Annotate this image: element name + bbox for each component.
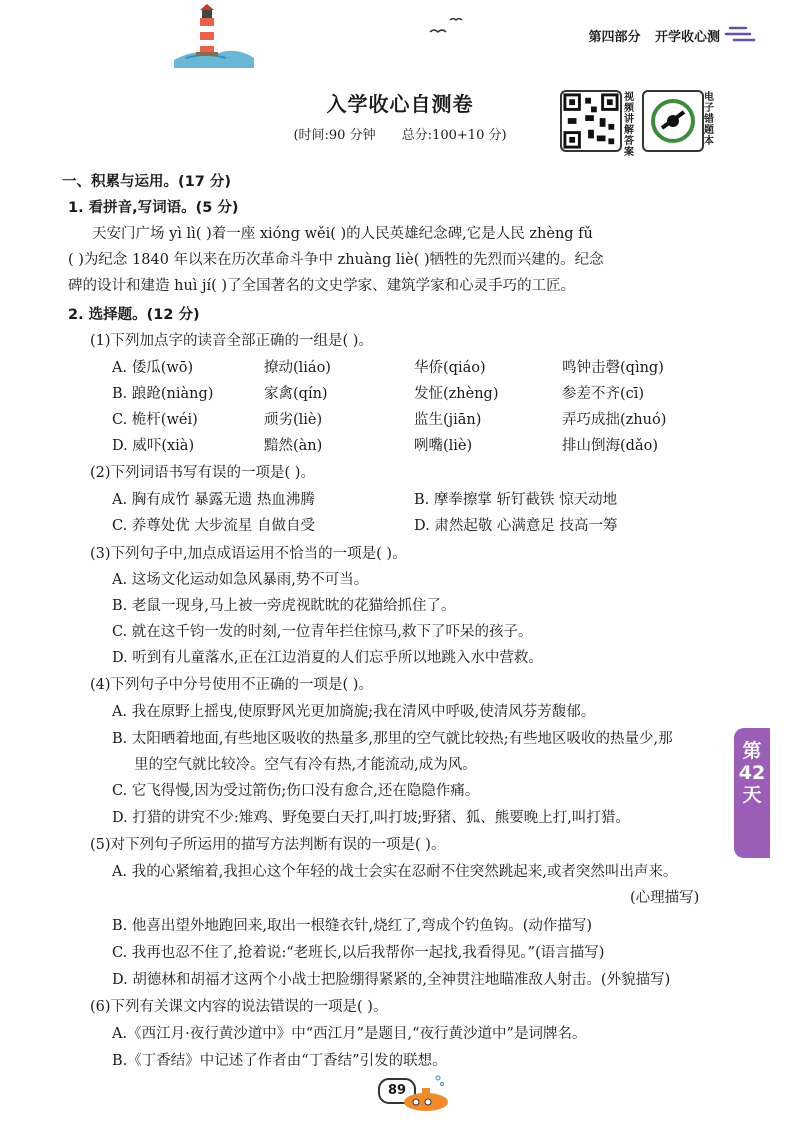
- option-cell: C. 养尊处优 大步流星 自做自受: [112, 518, 316, 534]
- header-part: 第四部分: [588, 30, 641, 45]
- lighthouse-illustration: [166, 4, 258, 68]
- option-note: (心理描写): [630, 890, 700, 906]
- option-cell: 鸣钟击磬(qìng): [562, 360, 664, 376]
- option-line: D. 听到有儿童落水,正在江边消夏的人们忘乎所以地跳入水中营救。: [112, 650, 543, 666]
- time-limit: (时间:90 分钟: [293, 128, 376, 143]
- option-cell: D. 威吓(xià): [112, 438, 195, 454]
- option-cell: 咧嘴(liè): [414, 438, 473, 454]
- option-cell: 参差不齐(cī): [562, 386, 645, 402]
- option-line: B.《丁香结》中记述了作者由“丁香结”引发的联想。: [112, 1053, 447, 1069]
- option-line: B. 太阳晒着地面,有些地区吸收的热量多,那里的空气就比较热;有些地区吸收的热量少,那: [112, 731, 673, 747]
- q2-heading: 2. 选择题。(12 分): [68, 307, 200, 323]
- option-cell: 家禽(qín): [264, 386, 328, 402]
- option-cell: 撩动(liáo): [264, 360, 331, 376]
- option-line: A.《西江月·夜行黄沙道中》中“西江月”是题目,“夜行黄沙道中”是词牌名。: [112, 1026, 587, 1042]
- q2-3-stem: (3)下列句子中,加点成语运用不恰当的一项是( )。: [90, 546, 407, 562]
- option-cell: A. 胸有成竹 暴露无遗 热血沸腾: [112, 492, 315, 508]
- q1-heading: 1. 看拼音,写词语。(5 分): [68, 200, 239, 216]
- option-line: A. 这场文化运动如急风暴雨,势不可当。: [112, 572, 369, 588]
- option-line: C. 我再也忍不住了,抢着说:“老班长,以后我帮你一起找,我看得见。”(语言描写): [112, 945, 605, 961]
- q2-2-stem: (2)下列词语书写有误的一项是( )。: [90, 465, 315, 481]
- option-line: B. 他喜出望外地跑回来,取出一根缝衣针,烧红了,弯成个钓鱼钩。(动作描写): [112, 918, 593, 934]
- option-cell: B. 踉跄(niàng): [112, 386, 214, 402]
- total-score: 总分:100+10 分): [401, 128, 507, 143]
- option-line: C. 就在这千钧一发的时刻,一位青年拦住惊马,救下了吓呆的孩子。: [112, 624, 533, 640]
- qr-code-errorbook[interactable]: [642, 90, 704, 152]
- day-tab-line: 第: [742, 740, 762, 762]
- submarine-icon: [398, 1070, 454, 1114]
- option-cell: D. 肃然起敬 心满意足 技高一筹: [414, 518, 618, 534]
- q1-line: ( )为纪念 1840 年以来在历次革命斗争中 zhuàng liè( )牺牲的先烈而兴建的。纪念: [68, 252, 604, 268]
- option-line: B. 老鼠一现身,马上被一旁虎视眈眈的花猫给抓住了。: [112, 598, 456, 614]
- q1-line: 天安门广场 yì lì( )着一座 xióng wěi( )的人民英雄纪念碑,它是人民 zhèng fǔ: [92, 226, 593, 242]
- q2-6-stem: (6)下列有关课文内容的说法错误的一项是( )。: [90, 999, 388, 1015]
- q2-1-stem: (1)下列加点字的读音全部正确的一组是( )。: [90, 333, 373, 349]
- option-cell: 发怔(zhèng): [414, 386, 499, 402]
- page-number: 89: [378, 1078, 416, 1104]
- errorbook-icon: [644, 92, 702, 150]
- day-tab-number: 42: [738, 762, 766, 784]
- qr-label-errorbook: 电子错题本: [704, 92, 714, 147]
- section-heading: 一、积累与运用。(17 分): [62, 174, 231, 190]
- q2-4-stem: (4)下列句子中分号使用不正确的一项是( )。: [90, 677, 373, 693]
- option-cell: 顽劣(liè): [264, 412, 323, 428]
- header-section: [588, 26, 720, 45]
- option-line: C. 它飞得慢,因为受过箭伤;伤口没有愈合,还在隐隐作痛。: [112, 783, 480, 799]
- day-tab: [734, 728, 770, 858]
- page-title: 入学收心自测卷: [326, 92, 474, 116]
- option-cell: 弄巧成拙(zhuó): [562, 412, 667, 428]
- option-cell: B. 摩拳擦掌 斩钉截铁 惊天动地: [414, 492, 618, 508]
- option-cell: C. 桅杆(wéi): [112, 412, 198, 428]
- option-cell: 华侨(qiáo): [414, 360, 486, 376]
- option-line: 里的空气就比较冷。空气有冷有热,才能流动,成为风。: [134, 757, 477, 773]
- option-line: D. 打猎的讲究不少:雉鸡、野兔要白天打,叫打坡;野猪、狐、熊要晚上打,叫打猎。: [112, 810, 630, 826]
- option-line: D. 胡德林和胡福才这两个小战士把脸绷得紧紧的,全神贯注地瞄准敌人射击。(外貌描写): [112, 972, 671, 988]
- option-line: A. 我在原野上摇曳,使原野风光更加旖旎;我在清风中呼吸,使清风芬芳馥郁。: [112, 704, 596, 720]
- option-cell: 监生(jiān): [414, 412, 482, 428]
- qr-label-video: 视频讲解答案: [624, 92, 634, 158]
- option-line: A. 我的心紧缩着,我担心这个年轻的战士会实在忍耐不住突然跳起来,或者突然叫出声来。: [112, 864, 678, 880]
- option-cell: A. 倭瓜(wō): [112, 360, 194, 376]
- q1-line: 碑的设计和建造 huì jí( )了全国著名的文史学家、建筑学家和心灵手巧的工匠。: [68, 278, 576, 294]
- qr-code-video[interactable]: [560, 90, 622, 152]
- q2-5-stem: (5)对下列句子所运用的描写方法判断有误的一项是( )。: [90, 837, 446, 853]
- option-cell: 排山倒海(dǎo): [562, 438, 658, 454]
- header-subsection: 开学收心测: [654, 30, 720, 45]
- header-deco-icon: [724, 20, 756, 48]
- day-tab-line: 天: [742, 784, 762, 806]
- option-cell: 黯然(àn): [264, 438, 323, 454]
- birds-icon: [428, 14, 468, 38]
